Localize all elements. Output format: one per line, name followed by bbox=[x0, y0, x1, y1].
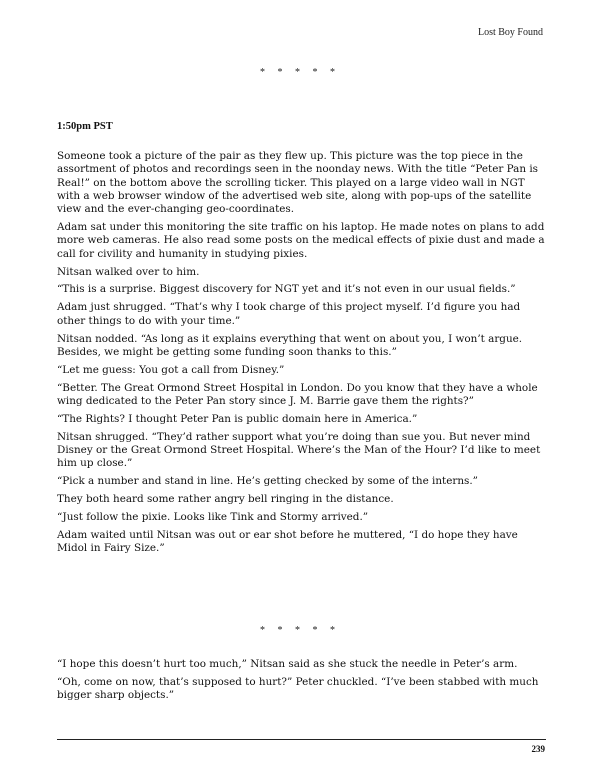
paragraph: “Just follow the pixie. Looks like Tink and Stormy arrived.” bbox=[57, 510, 369, 523]
paragraph: “I hope this doesn’t hurt too much,” Nitsan said as she stuck the needle in Peter’s arm. bbox=[57, 658, 518, 670]
paragraph: “This is a surprise. Biggest discovery for NGT yet and it’s not even in our usual fields.” bbox=[57, 283, 516, 296]
paragraph: “Pick a number and stand in line. He’s getting checked by some of the interns.” bbox=[57, 475, 478, 488]
paragraph: “Better. The Great Ormond Street Hospital in London. Do you know that they have a whole wing dedicated to the Peter Pan story since J. M. Barrie gave them the rights?” bbox=[57, 381, 538, 407]
paragraph: Someone took a picture of the pair as they flew up. This picture was the top piece in the assortment of photos and recordings seen in the noonday news. With the title “Peter Pan is Real!” on the bottom above the scrolling ticker. This played on a large video wall in NGT with a web browser window of the advertised web site, along with pop-ups of the satellite view and the ever-changing geo-coordinates. bbox=[57, 150, 539, 216]
body-text-section bbox=[57, 658, 547, 707]
section-timestamp: 1:50pm PST bbox=[57, 121, 113, 132]
body-text-section bbox=[57, 150, 547, 560]
paragraph: “Oh, come on now, that’s supposed to hurt?” Peter chuckled. “I’ve been stabbed with much bigger sharp objects.” bbox=[57, 675, 539, 702]
paragraph: Adam waited until Nitsan was out or ear shot before he muttered, “I do hope they have Midol in Fairy Size.” bbox=[57, 528, 518, 555]
paragraph: Nitsan shrugged. “They’d rather support what you’re doing than sue you. But never mind Disney or the Great Ormond Street Hospital. Where’s the Man of the Hour? I’d like to meet him up close.” bbox=[57, 430, 541, 470]
paragraph: Nitsan walked over to him. bbox=[57, 265, 200, 278]
running-header-title: Lost Boy Found bbox=[477, 27, 543, 38]
scene-break-separator: * * * * * bbox=[260, 67, 340, 78]
page-number: 239 bbox=[531, 744, 545, 754]
paragraph: “The Rights? I thought Peter Pan is public domain here in America.” bbox=[57, 412, 418, 425]
scene-break-separator: * * * * * bbox=[260, 625, 340, 636]
paragraph: “Let me guess: You got a call from Disney.” bbox=[57, 363, 285, 376]
paragraph: They both heard some rather angry bell ringing in the distance. bbox=[57, 493, 394, 506]
footer-rule bbox=[57, 739, 546, 740]
paragraph: Nitsan nodded. “As long as it explains everything that went on about you, I won’t argue. Besides, we might be getting some funding soon thanks to this.” bbox=[57, 332, 523, 358]
paragraph: Adam sat under this monitoring the site traffic on his laptop. He made notes on plans to add more web cameras. He also read some posts on the medical effects of pixie dust and made a call for civility and humanity in studying pixies. bbox=[57, 221, 545, 260]
paragraph: Adam just shrugged. “That’s why I took charge of this project myself. I’d figure you had other things to do with your time.” bbox=[57, 301, 521, 327]
